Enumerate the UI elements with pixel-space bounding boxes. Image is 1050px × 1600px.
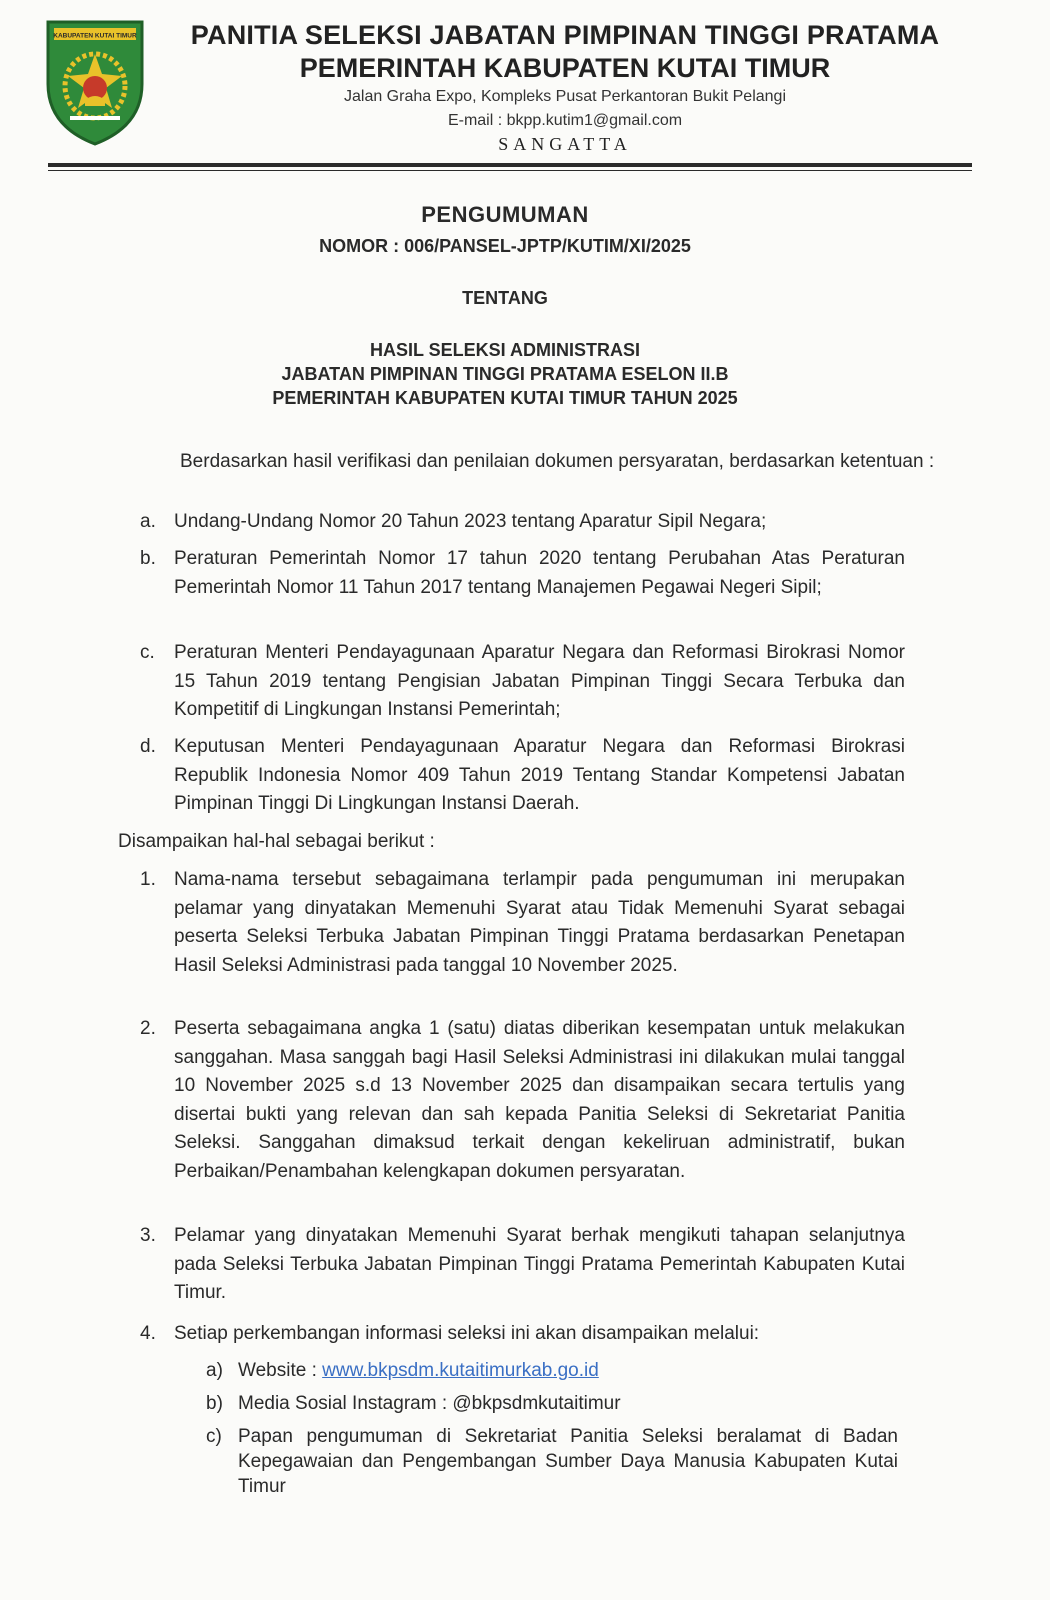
list-marker: c. [140,642,155,663]
letterhead-divider-thin [48,170,972,171]
channel-item [206,1391,898,1416]
announcement-point [140,1222,905,1308]
government-name: PEMERINTAH KABUPATEN KUTAI TIMUR [299,53,831,83]
list-marker: a) [206,1360,223,1381]
regulation-text: Peraturan Pemerintah Nomor 17 tahun 2020 tentang Perubahan Atas Peraturan Pemerintah Nomor 11 Tahun 2017 tentang Manajemen Pegawai Negeri Sipil; [174,548,905,598]
list-marker: 4. [140,1323,156,1344]
point-text: Pelamar yang dinyatakan Memenuhi Syarat berhak mengikuti tahapan selanjutnya pada Seleksi Terbuka Jabatan Pimpinan Tinggi Pratama Pemerintah Kabupaten Kutai Timur. [174,1225,905,1303]
list-marker: 2. [140,1018,156,1039]
channel-item [206,1424,898,1499]
regulation-item [140,508,905,537]
list-marker: a. [140,511,156,532]
document-heading: PENGUMUMAN [421,202,589,227]
city-name: SANGATTA [498,134,632,154]
website-link[interactable]: www.bkpsdm.kutaitimurkab.go.id [322,1360,599,1381]
list-marker: 3. [140,1225,156,1246]
letterhead-divider-thick [48,163,972,167]
document-number: NOMOR : 006/PANSEL-JPTP/KUTIM/XI/2025 [319,236,691,256]
list-marker: c) [206,1426,222,1447]
list-marker: 1. [140,869,156,890]
channel-text: Papan pengumuman di Sekretariat Panitia Seleksi beralamat di Badan Kepegawaian dan Pengembangan Sumber Daya Manusia Kabupaten Kutai Timur [238,1426,898,1497]
letterhead [150,18,980,156]
office-address: Jalan Graha Expo, Kompleks Pusat Perkantoran Bukit Pelangi [343,88,787,105]
announcement-point [140,866,905,980]
announcement-point [140,1320,905,1349]
point-text: Peserta sebagaimana angka 1 (satu) diatas diberikan kesempatan untuk melakukan sanggahan. Masa sanggah bagi Hasil Seleksi Administrasi ini dilakukan mulai tanggal 10 November 2025 s.d 13 November 2025 dan disampaikan secara tertulis yang disertai bukti yang relevan dan sah kepada Panitia Seleksi di Sekretariat Panitia Seleksi. Sanggahan dimaksud terkait dengan kekeliruan administratif, bukan Perbaikan/Penambahan kelengkapan dokumen persyaratan. [174,1018,905,1182]
announcement-point [140,1015,905,1186]
list-marker: d. [140,736,156,757]
regulation-item [140,733,905,819]
about-label: TENTANG [462,288,548,308]
regulation-text: Keputusan Menteri Pendayagunaan Aparatur Negara dan Reformasi Birokrasi Republik Indonesia Nomor 409 Tahun 2019 Tentang Standar Kompetensi Jabatan Pimpinan Tinggi Di Lingkungan Instansi Daerah. [174,736,905,814]
intro-paragraph: Berdasarkan hasil verifikasi dan penilaian dokumen persyaratan, berdasarkan ketentuan : [180,451,935,472]
regulation-item [140,639,905,725]
website-label: Website : [238,1360,323,1381]
list-marker: b) [206,1393,223,1414]
list-marker: b. [140,548,156,569]
regency-emblem-logo [40,14,150,148]
point-text: Nama-nama tersebut sebagaimana terlampir pada pengumuman ini merupakan pelamar yang dinyatakan Memenuhi Syarat atau Tidak Memenuhi Syarat sebagai peserta Seleksi Terbuka Jabatan Pimpinan Tinggi Pratama berdasarkan Penetapan Hasil Seleksi Administrasi pada tanggal 10 November 2025. [174,869,905,976]
point-text: Setiap perkembangan informasi seleksi ini akan disampaikan melalui: [174,1323,760,1344]
channel-text: Media Sosial Instagram : @bkpsdmkutaitimur [238,1393,621,1414]
channel-item [206,1358,898,1383]
office-email: E-mail : bkpp.kutim1@gmail.com [447,112,683,129]
logo-banner-text: KABUPATEN KUTAI TIMUR [53,32,137,40]
regulation-text: Peraturan Menteri Pendayagunaan Aparatur Negara dan Reformasi Birokrasi Nomor 15 Tahun 2019 tentang Pengisian Jabatan Pimpinan Tinggi Secara Terbuka dan Kompetitif di Lingkungan Instansi Pemerintah; [174,642,905,720]
subject-line-3: PEMERINTAH KABUPATEN KUTAI TIMUR TAHUN 2025 [272,388,738,408]
subject-line-2: JABATAN PIMPINAN TINGGI PRATAMA ESELON II.B [281,364,729,384]
regulation-item [140,545,905,602]
conveyed-paragraph: Disampaikan hal-hal sebagai berikut : [118,831,435,852]
regulation-text: Undang-Undang Nomor 20 Tahun 2023 tentang Aparatur Sipil Negara; [174,511,767,532]
subject-line-1: HASIL SELEKSI ADMINISTRASI [369,340,641,360]
organization-name: PANITIA SELEKSI JABATAN PIMPINAN TINGGI PRATAMA [190,20,940,50]
channel-text [238,1358,898,1383]
